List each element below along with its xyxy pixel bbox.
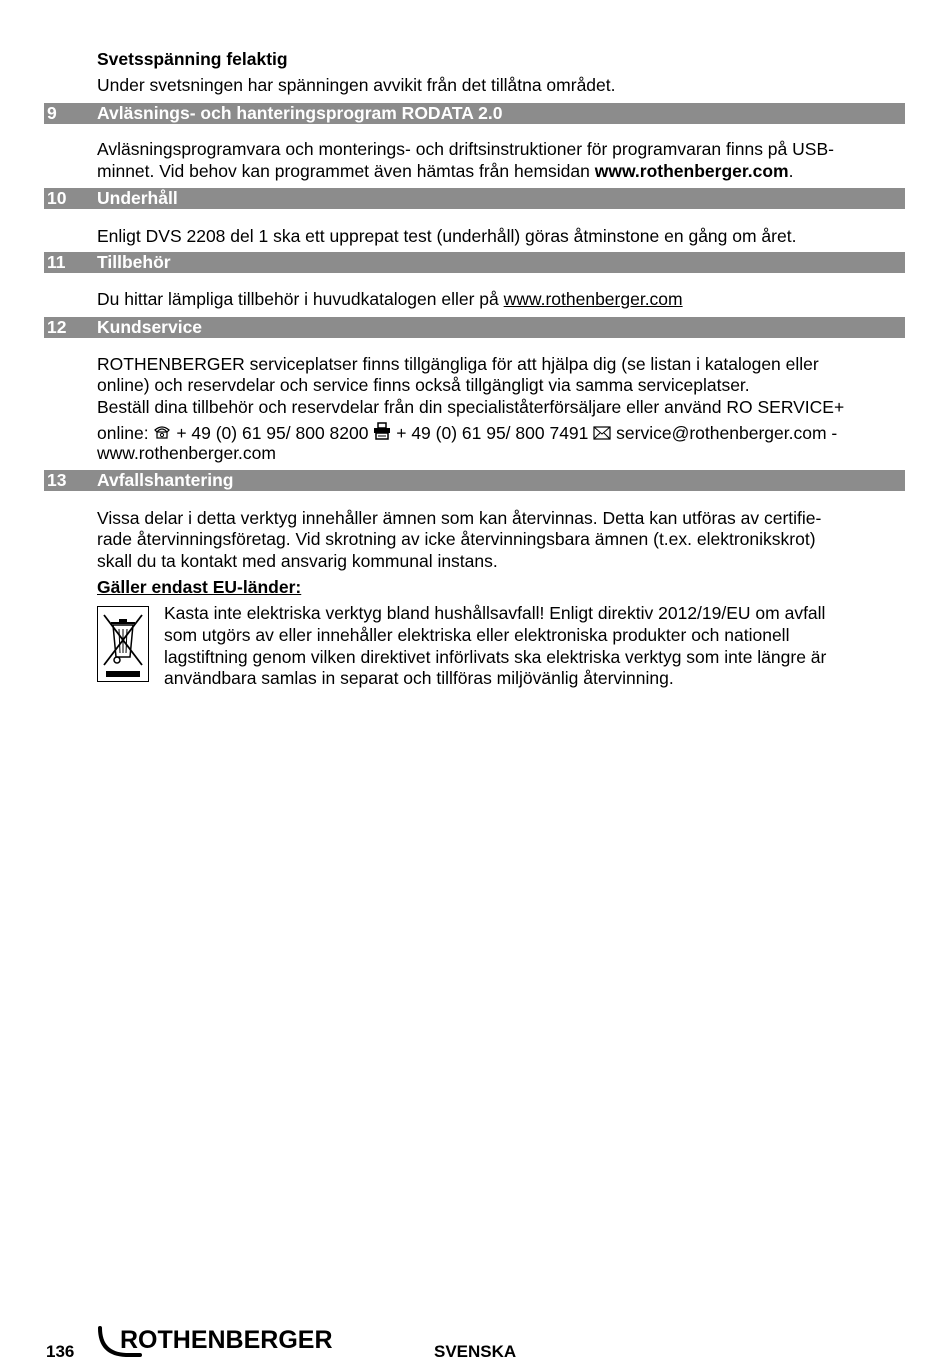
text: . <box>788 161 794 181</box>
envelope-icon <box>593 424 611 445</box>
paragraph: ROTHENBERGER serviceplatser finns tillgängliga för att hjälpa dig (se listan i katalogen eller <box>97 354 819 374</box>
contact-line <box>97 422 837 445</box>
paragraph: rade återvinningsföretag. Vid skrotning av icke återvinningsbara ämnen (t.ex. elektronikskrot) <box>97 529 816 549</box>
paragraph: Kasta inte elektriska verktyg bland hushållsavfall! Enligt direktiv 2012/19/EU om avfall <box>164 603 826 623</box>
email-link[interactable]: service@rothenberger.com - <box>616 423 838 443</box>
paragraph: som utgörs av eller innehåller elektriska eller elektroniska produkter och nationell <box>164 625 790 645</box>
section-number: 9 <box>47 103 57 123</box>
paragraph: Beställ dina tillbehör och reservdelar från din specialiståterförsäljare eller använd RO SERVICE+ <box>97 397 845 417</box>
text: online: <box>97 423 154 443</box>
section-number: 13 <box>47 470 67 490</box>
paragraph: Enligt DVS 2208 del 1 ska ett upprepat test (underhåll) göras åtminstone en gång om året. <box>97 226 797 246</box>
crossed-out-wheelie-bin-icon <box>97 606 149 682</box>
section-title: Avfallshantering <box>97 470 234 490</box>
paragraph: användbara samlas in separat och tillföras miljövänlig återvinning. <box>164 668 674 688</box>
website-link[interactable]: www.rothenberger.com <box>97 443 276 463</box>
fax-icon <box>373 422 391 445</box>
text: Du hittar lämpliga tillbehör i huvudkatalogen eller på <box>97 289 504 309</box>
section-header-10 <box>44 188 905 209</box>
section-number: 10 <box>47 188 67 208</box>
paragraph: Avläsningsprogramvara och monterings- och driftsinstruktioner för programvaran finns på USB- <box>97 139 834 159</box>
paragraph: skall du ta kontakt med ansvarig kommunal instans. <box>97 551 498 571</box>
section-title: Underhåll <box>97 188 178 208</box>
section-title: Kundservice <box>97 317 203 337</box>
page-number: 136 <box>46 1342 75 1361</box>
section-title: Tillbehör <box>97 252 171 272</box>
phone-icon <box>153 424 171 445</box>
section-header-13 <box>44 470 905 491</box>
phone-number[interactable]: + 49 (0) 61 95/ 800 8200 <box>176 423 369 443</box>
section-number: 12 <box>47 317 67 337</box>
paragraph: Under svetsningen har spänningen avvikit från det tillåtna området. <box>97 75 616 95</box>
section-number: 11 <box>47 252 66 272</box>
paragraph <box>97 289 683 310</box>
paragraph: lagstiftning genom vilken direktivet införlivats ska elektriska verktyg som inte längre är <box>164 647 827 667</box>
paragraph: online) och reservdelar och service finns också tillgängligt via samma serviceplatser. <box>97 375 750 395</box>
fax-number[interactable]: + 49 (0) 61 95/ 800 7491 <box>396 423 589 443</box>
paragraph <box>97 161 793 182</box>
eu-heading: Gäller endast EU-länder: <box>97 577 302 597</box>
brand-name: ROTHENBERGER <box>120 1326 333 1354</box>
section-header-9 <box>44 103 905 124</box>
language-label: SVENSKA <box>434 1342 517 1361</box>
brand-logo <box>96 1324 346 1365</box>
section-title: Avläsnings- och hanteringsprogram RODATA 2.0 <box>97 103 503 123</box>
section-header-12 <box>44 317 905 338</box>
website-link[interactable]: www.rothenberger.com <box>594 161 789 181</box>
section-header-11 <box>44 252 905 273</box>
section-subtitle: Svetsspänning felaktig <box>97 49 288 69</box>
website-link[interactable]: www.rothenberger.com <box>503 289 683 309</box>
paragraph: Vissa delar i detta verktyg innehåller ämnen som kan återvinnas. Detta kan utföras av certifie- <box>97 508 822 528</box>
text: minnet. Vid behov kan programmet även hämtas från hemsidan <box>97 161 595 181</box>
